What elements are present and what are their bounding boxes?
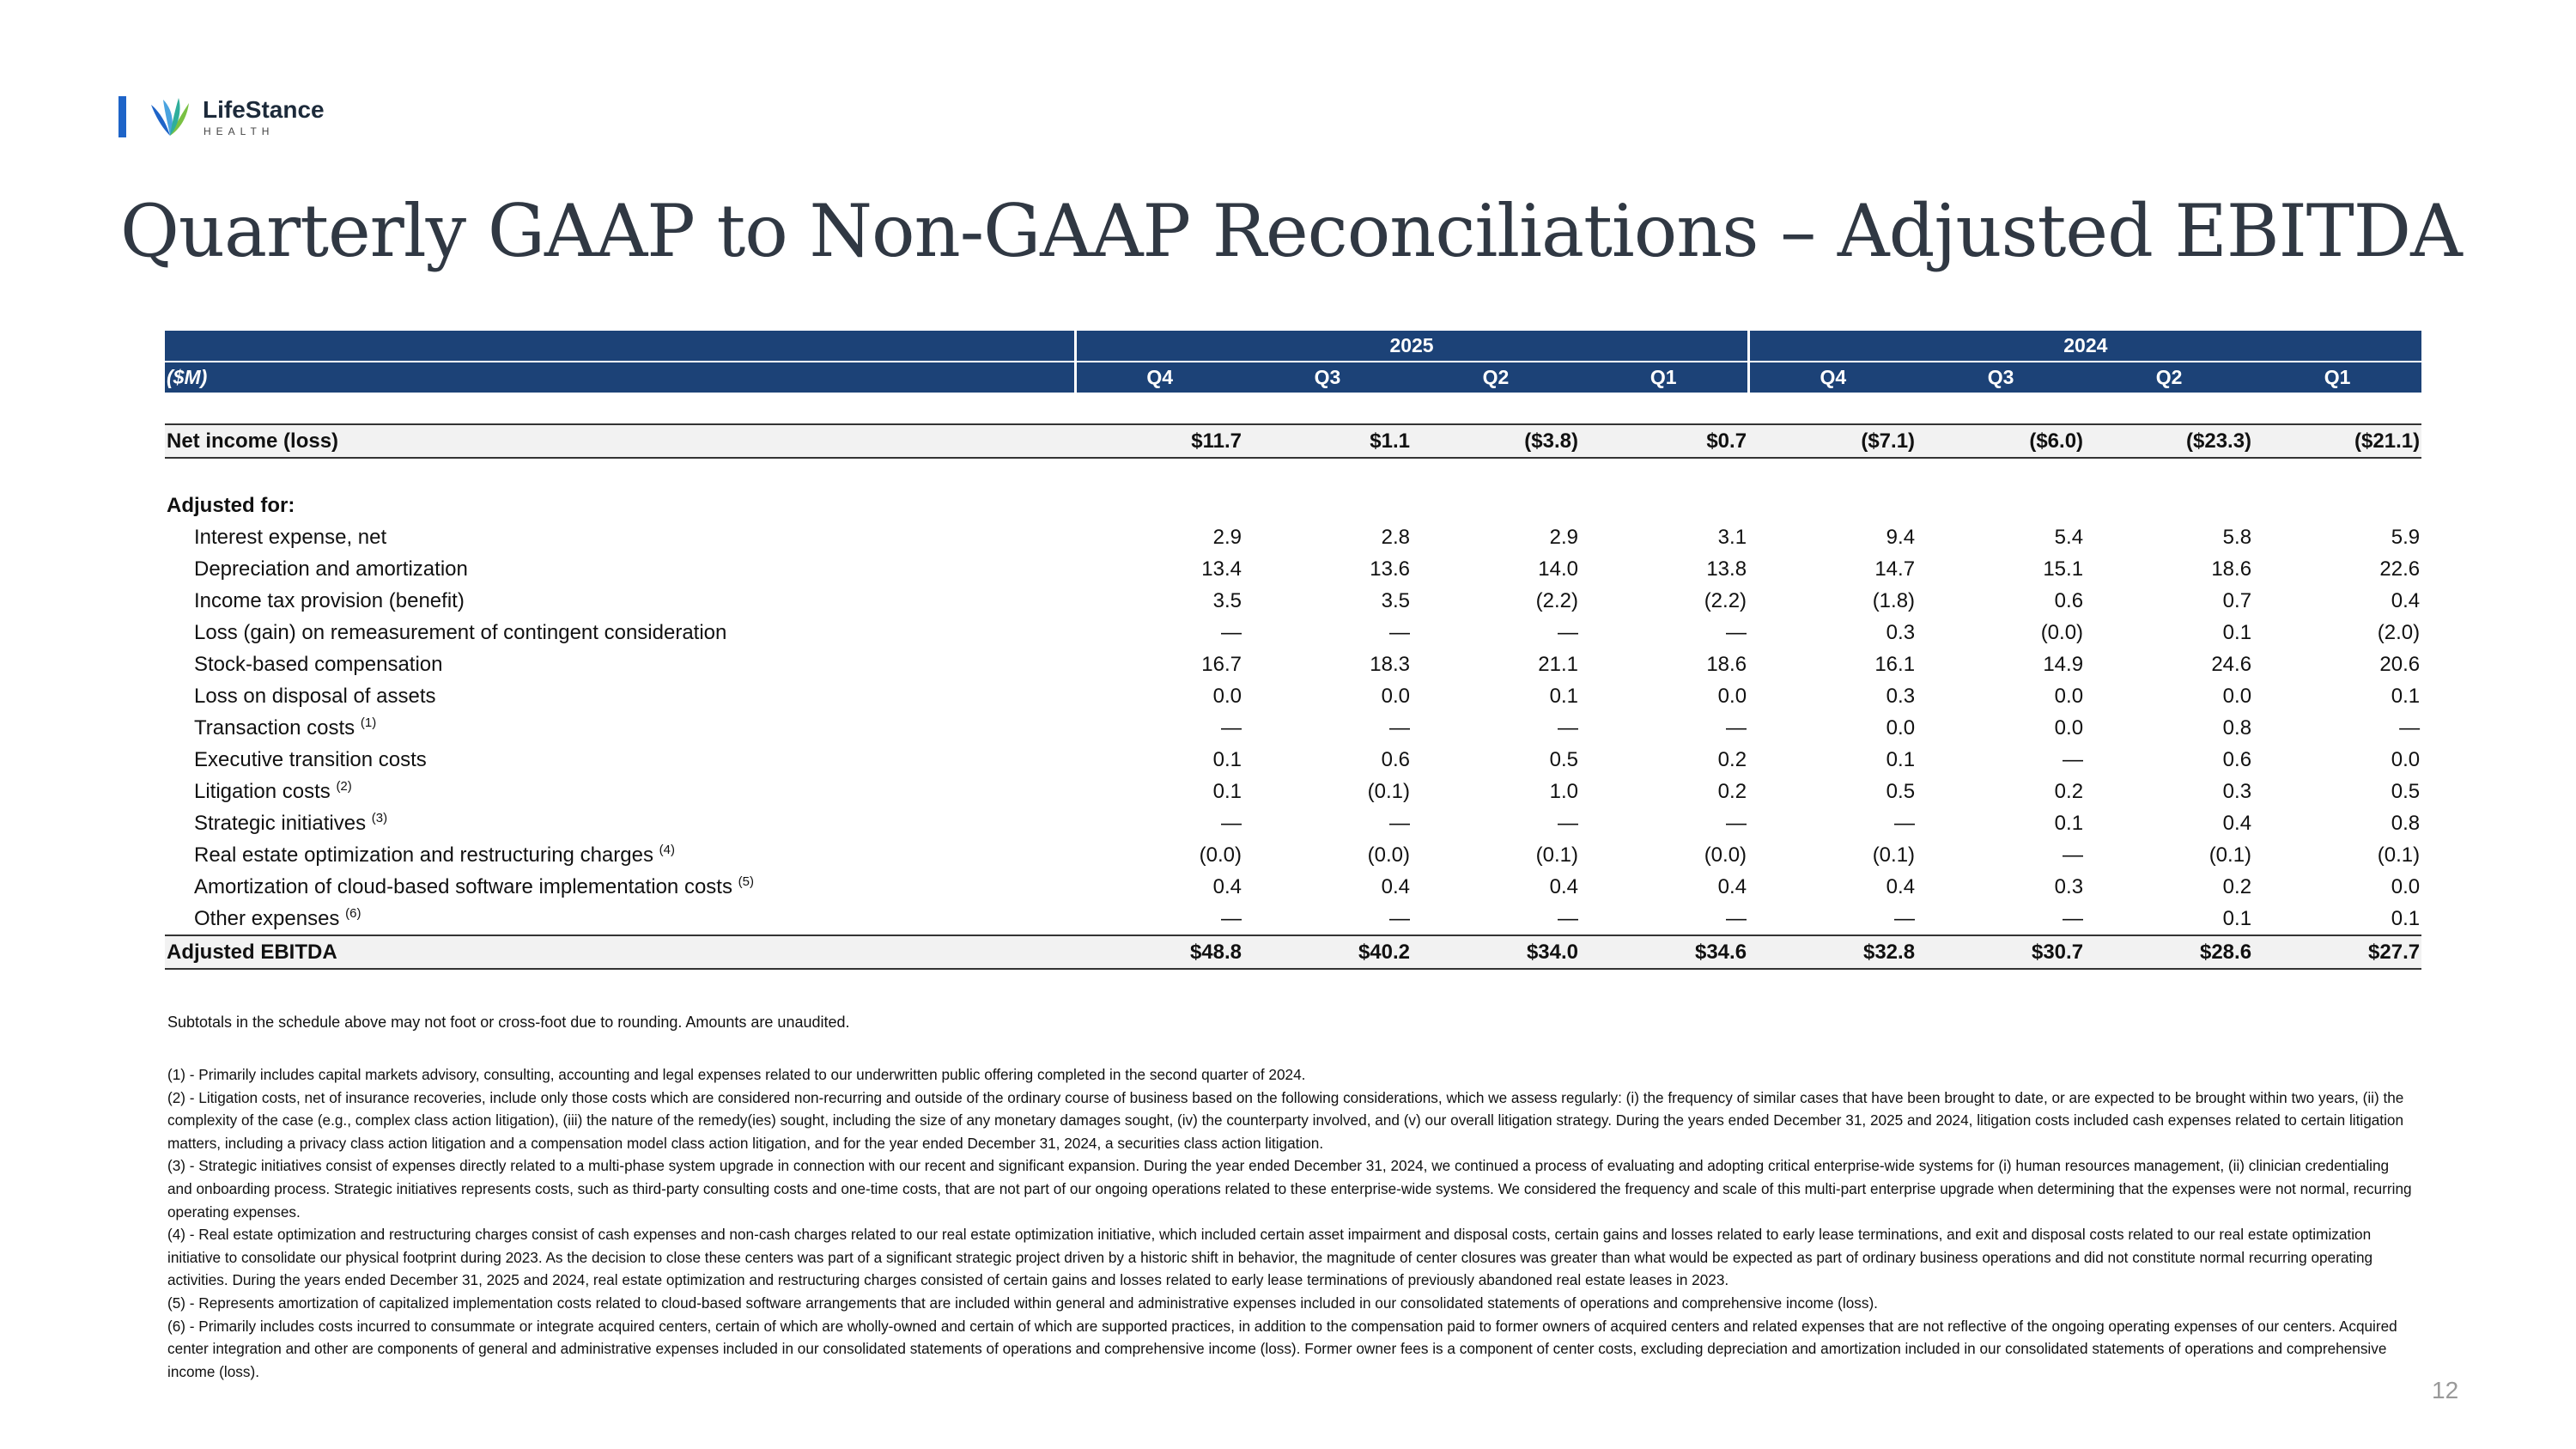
row-label: [165, 585, 1075, 617]
value-cell: (0.0): [1199, 843, 1242, 867]
value-cell: —: [1221, 620, 1242, 644]
row-label: [165, 839, 1075, 871]
value-cell: 16.7: [1201, 652, 1242, 676]
row-label: [165, 553, 1075, 585]
row-label: [165, 617, 1075, 648]
subtotal-note: Subtotals in the schedule above may not foot or cross-foot due to rounding. Amounts are unaudited.: [167, 1014, 850, 1031]
adjustment-row: [165, 903, 2421, 935]
value-cell: —: [1389, 811, 1410, 835]
row-label: [165, 680, 1075, 712]
row-label: Net income (loss): [165, 424, 1075, 458]
row-label: [165, 744, 1075, 776]
value-cell: ($21.1): [2253, 424, 2421, 458]
value-cell: —: [1558, 811, 1578, 835]
footnote: (1) - Primarily includes capital markets advisory, consulting, accounting and legal expenses related to our underwritten public offering completed in the second quarter of 2024.: [167, 1066, 1306, 1083]
adjustment-row: [165, 839, 2421, 871]
page-title: Quarterly GAAP to Non-GAAP Reconciliations – Adjusted EBITDA: [120, 189, 2462, 273]
quarter-header: Q3: [1917, 362, 2085, 393]
value-cell: —: [2063, 906, 2084, 930]
value-cell: 0.3: [1886, 620, 1916, 644]
value-cell: 2.8: [1381, 525, 1410, 549]
value-cell: 0.1: [2054, 811, 2084, 835]
lifestance-leaf-icon: [144, 93, 196, 141]
quarter-header: Q4: [1075, 362, 1243, 393]
value-cell: 13.6: [1370, 557, 1410, 581]
footnote: (2) - Litigation costs, net of insurance recoveries, include only those costs which are considered non-recurring and outside of the ordinary course of business based on the following considerations, which we assess regularly: (i) the frequency of similar cases that have been brought to date, or are expected to be brought within two years, (ii) the complexity of the case (e.g., complex class action litigation), (iii) the nature of the remedy(ies) sought, including the size of any monetary damages sought, (iv) the counterparty involved, and (v) our overall litigation strategy. During the years ended December 31, 2025 and 2024, litigation costs included cash expenses related to certain litigation matters, including a privacy class action litigation and a compensation model class action litigation, and for the year ended December 31, 2024, a securities class action litigation.: [167, 1088, 2404, 1152]
adjusted-ebitda-row: [165, 935, 2421, 969]
value-cell: —: [1389, 715, 1410, 740]
year-header: 2024: [1748, 331, 2421, 362]
quarter-header-row: [165, 362, 2421, 393]
adjustment-row: [165, 744, 2421, 776]
value-cell: 0.0: [1212, 684, 1242, 708]
value-cell: 14.7: [1874, 557, 1916, 581]
value-cell: $34.6: [1580, 935, 1748, 969]
value-cell: 0.2: [2222, 874, 2252, 898]
adjustment-row: [165, 585, 2421, 617]
value-cell: —: [1558, 906, 1578, 930]
section-label: Adjusted for:: [167, 493, 295, 517]
value-cell: —: [1726, 620, 1747, 644]
value-cell: $34.0: [1412, 935, 1580, 969]
row-label: [165, 776, 1075, 807]
footnote: (3) - Strategic initiatives consist of expenses directly related to a multi-phase system upgrade in connection with our recent and significant expansion. During the year ended December 31, 2024, we continued a process of evaluating and adopting critical enterprise-wide systems for (i) human resources management, (ii) clinician credentialing and onboarding process. Strategic initiatives represents costs, such as third-party consulting costs and one-time costs, that are not part of our ongoing operations related to these enterprise-wide systems. We considered the frequency and scale of this multi-part enterprise upgrade when determining that the expenses were not normal, recurring operating expenses.: [167, 1157, 2412, 1221]
value-cell: 20.6: [2379, 652, 2421, 676]
value-cell: 0.0: [2391, 747, 2421, 771]
value-cell: 22.6: [2379, 557, 2421, 581]
value-cell: (0.1): [2208, 843, 2252, 867]
adjustment-row: [165, 871, 2421, 903]
value-cell: 18.3: [1370, 652, 1410, 676]
value-cell: 0.0: [2391, 874, 2421, 898]
value-cell: 0.6: [2054, 588, 2084, 612]
value-cell: 0.1: [1886, 747, 1916, 771]
value-cell: 0.0: [1717, 684, 1747, 708]
quarter-header: Q4: [1748, 362, 1917, 393]
adjustment-row: [165, 617, 2421, 648]
value-cell: —: [1726, 906, 1747, 930]
value-cell: (2.2): [1704, 588, 1747, 612]
value-cell: 0.5: [1886, 779, 1916, 803]
value-cell: 3.5: [1212, 588, 1242, 612]
value-cell: 0.5: [2391, 779, 2421, 803]
value-cell: 0.4: [2222, 811, 2252, 835]
value-cell: —: [1558, 715, 1578, 740]
footnotes: [167, 1063, 2417, 1383]
value-cell: 0.3: [2222, 779, 2252, 803]
logo-subtitle: HEALTH: [204, 125, 275, 137]
row-label-text: Income tax provision (benefit): [194, 588, 465, 612]
row-label: [165, 648, 1075, 680]
logo-accent-bar: [118, 96, 126, 137]
unit-label: ($M): [165, 362, 1075, 393]
value-cell: —: [1389, 620, 1410, 644]
row-label-text: Litigation costs: [194, 780, 331, 803]
adjustment-row: [165, 712, 2421, 744]
adjustment-row: [165, 776, 2421, 807]
value-cell: 16.1: [1874, 652, 1916, 676]
value-cell: —: [1558, 620, 1578, 644]
value-cell: 14.9: [2043, 652, 2084, 676]
value-cell: ($6.0): [1917, 424, 2085, 458]
value-cell: 5.4: [2054, 525, 2084, 549]
value-cell: (0.0): [1367, 843, 1410, 867]
row-label-text: Strategic initiatives: [194, 812, 367, 835]
row-label: [165, 712, 1075, 744]
value-cell: 15.1: [2043, 557, 2084, 581]
value-cell: 0.0: [2222, 684, 2252, 708]
value-cell: (2.0): [2377, 620, 2421, 644]
value-cell: 0.1: [1549, 684, 1578, 708]
value-cell: 9.4: [1886, 525, 1916, 549]
value-cell: 0.1: [1212, 779, 1242, 803]
row-label-text: Executive transition costs: [194, 747, 427, 771]
row-label-text: Transaction costs: [194, 716, 355, 740]
logo-name: LifeStance: [203, 96, 325, 123]
value-cell: 3.5: [1381, 588, 1410, 612]
value-cell: 13.4: [1201, 557, 1242, 581]
value-cell: $1.1: [1243, 424, 1412, 458]
value-cell: 18.6: [2211, 557, 2252, 581]
spacer-row: [165, 393, 2421, 424]
adjusted-for-row: [165, 490, 2421, 521]
value-cell: 0.1: [1212, 747, 1242, 771]
value-cell: $27.7: [2253, 935, 2421, 969]
value-cell: (0.0): [1704, 843, 1747, 867]
reconciliation-table: [165, 331, 2421, 970]
value-cell: 0.4: [1886, 874, 1916, 898]
value-cell: 0.4: [1717, 874, 1747, 898]
footnote-ref: (6): [345, 906, 361, 921]
value-cell: 0.4: [1212, 874, 1242, 898]
value-cell: 0.4: [1549, 874, 1578, 898]
page-number: 12: [2432, 1377, 2459, 1403]
footnote: (6) - Primarily includes costs incurred to consummate or integrate acquired centers, certain of which are wholly-owned and certain of which are supported practices, in addition to the compensation paid to former owners of acquired centers and related expenses that are not reflective of the ongoing operating expenses of our centers. Acquired center integration and other are components of general and administrative expenses included in our consolidated statements of operations and comprehensive income (loss). Former owner fees is a component of center costs, excluding depreciation and amortization included in our consolidated statements of operations and comprehensive income (loss).: [167, 1317, 2397, 1380]
value-cell: 0.2: [2054, 779, 2084, 803]
value-cell: 0.3: [1886, 684, 1916, 708]
value-cell: (0.1): [1535, 843, 1578, 867]
value-cell: ($23.3): [2085, 424, 2253, 458]
value-cell: —: [1221, 906, 1242, 930]
net-income-row: [165, 424, 2421, 458]
value-cell: 0.1: [2222, 620, 2252, 644]
footnote-ref: (1): [360, 715, 377, 730]
quarter-header: Q1: [1580, 362, 1748, 393]
value-cell: —: [2399, 715, 2421, 740]
value-cell: 0.1: [2222, 906, 2252, 930]
value-cell: 0.1: [2391, 906, 2421, 930]
adjustment-row: [165, 553, 2421, 585]
row-label-text: Interest expense, net: [194, 525, 387, 549]
value-cell: 3.1: [1717, 525, 1747, 549]
row-label-text: Other expenses: [194, 907, 340, 930]
value-cell: —: [1221, 715, 1242, 740]
value-cell: 0.8: [2391, 811, 2421, 835]
value-cell: 0.1: [2391, 684, 2421, 708]
value-cell: 21.1: [1538, 652, 1578, 676]
footnote: (4) - Real estate optimization and restructuring charges consist of cash expenses and non-cash charges related to our real estate optimization initiative, which included certain asset impairment and disposal costs, certain gains and losses related to early lease terminations, and exit and disposal costs related to our real estate optimization initiative to consolidate our physical footprint during 2023. As the decision to close these centers was part of a significant strategic project driven by a historic shift in behavior, the magnitude of center closures was greater than what would be expected as part of ordinary business operations and did not constitute normal recurring operating activities. During the years ended December 31, 2025 and 2024, real estate optimization and restructuring charges consisted of certain gains and losses related to early lease terminations of previously abandoned real estate leases in 2023.: [167, 1226, 2373, 1289]
header-blank-cell: [165, 331, 1075, 362]
footnote-ref: (2): [336, 779, 352, 794]
adjustment-row: [165, 521, 2421, 553]
row-label: [165, 871, 1075, 903]
value-cell: 0.0: [2054, 715, 2084, 740]
value-cell: ($3.8): [1412, 424, 1580, 458]
value-cell: 0.4: [2391, 588, 2421, 612]
row-label-text: Real estate optimization and restructuring charges: [194, 843, 653, 867]
row-label: [165, 807, 1075, 839]
value-cell: —: [2063, 843, 2084, 867]
value-cell: (1.8): [1872, 588, 1916, 612]
value-cell: $40.2: [1243, 935, 1412, 969]
value-cell: 0.6: [2222, 747, 2252, 771]
value-cell: —: [1726, 811, 1747, 835]
row-label: Adjusted EBITDA: [165, 935, 1075, 969]
value-cell: 2.9: [1549, 525, 1578, 549]
row-label-text: Amortization of cloud-based software implementation costs: [194, 875, 732, 898]
value-cell: 18.6: [1706, 652, 1747, 676]
value-cell: $11.7: [1075, 424, 1243, 458]
value-cell: $0.7: [1580, 424, 1748, 458]
footnote-ref: (5): [738, 874, 754, 889]
quarter-header: Q2: [2085, 362, 2253, 393]
value-cell: 5.9: [2391, 525, 2421, 549]
quarter-header: Q2: [1412, 362, 1580, 393]
value-cell: (0.1): [1872, 843, 1916, 867]
row-label: [165, 521, 1075, 553]
adjustment-row: [165, 807, 2421, 839]
footnote: (5) - Represents amortization of capitalized implementation costs related to cloud-based software arrangements that are included within general and administrative expenses included in our consolidated statements of operations and comprehensive income (loss).: [167, 1294, 1878, 1312]
row-label-text: Loss (gain) on remeasurement of contingent consideration: [194, 620, 727, 644]
adjustment-row: [165, 648, 2421, 680]
value-cell: $28.6: [2085, 935, 2253, 969]
value-cell: 0.4: [1381, 874, 1410, 898]
value-cell: 0.7: [2222, 588, 2252, 612]
value-cell: 2.9: [1212, 525, 1242, 549]
value-cell: 0.0: [2054, 684, 2084, 708]
value-cell: (0.1): [2377, 843, 2421, 867]
value-cell: —: [1726, 715, 1747, 740]
row-label-text: Depreciation and amortization: [194, 557, 468, 581]
value-cell: 13.8: [1706, 557, 1747, 581]
year-header: 2025: [1075, 331, 1748, 362]
value-cell: 1.0: [1549, 779, 1578, 803]
value-cell: 0.0: [1886, 715, 1916, 740]
value-cell: —: [2063, 747, 2084, 771]
quarter-header: Q3: [1243, 362, 1412, 393]
value-cell: 0.2: [1717, 747, 1747, 771]
value-cell: 14.0: [1538, 557, 1578, 581]
value-cell: $48.8: [1075, 935, 1243, 969]
value-cell: —: [1221, 811, 1242, 835]
value-cell: $30.7: [1917, 935, 2085, 969]
year-header-row: [165, 331, 2421, 362]
value-cell: 0.6: [1381, 747, 1410, 771]
value-cell: 0.3: [2054, 874, 2084, 898]
value-cell: (0.0): [2040, 620, 2084, 644]
value-cell: (2.2): [1535, 588, 1578, 612]
value-cell: —: [1894, 906, 1916, 930]
footnote-ref: (4): [659, 843, 675, 857]
row-label: [165, 903, 1075, 935]
value-cell: ($7.1): [1748, 424, 1917, 458]
adjustment-row: [165, 680, 2421, 712]
value-cell: 5.8: [2222, 525, 2252, 549]
footnote-ref: (3): [371, 811, 388, 825]
value-cell: —: [1894, 811, 1916, 835]
value-cell: 0.2: [1717, 779, 1747, 803]
value-cell: 0.0: [1381, 684, 1410, 708]
row-label-text: Loss on disposal of assets: [194, 684, 436, 708]
value-cell: 0.8: [2222, 715, 2252, 740]
value-cell: $32.8: [1748, 935, 1917, 969]
value-cell: —: [1389, 906, 1410, 930]
value-cell: 0.5: [1549, 747, 1578, 771]
value-cell: (0.1): [1367, 779, 1410, 803]
quarter-header: Q1: [2253, 362, 2421, 393]
spacer-row: [165, 458, 2421, 490]
row-label-text: Stock-based compensation: [194, 652, 443, 676]
value-cell: 24.6: [2211, 652, 2252, 676]
